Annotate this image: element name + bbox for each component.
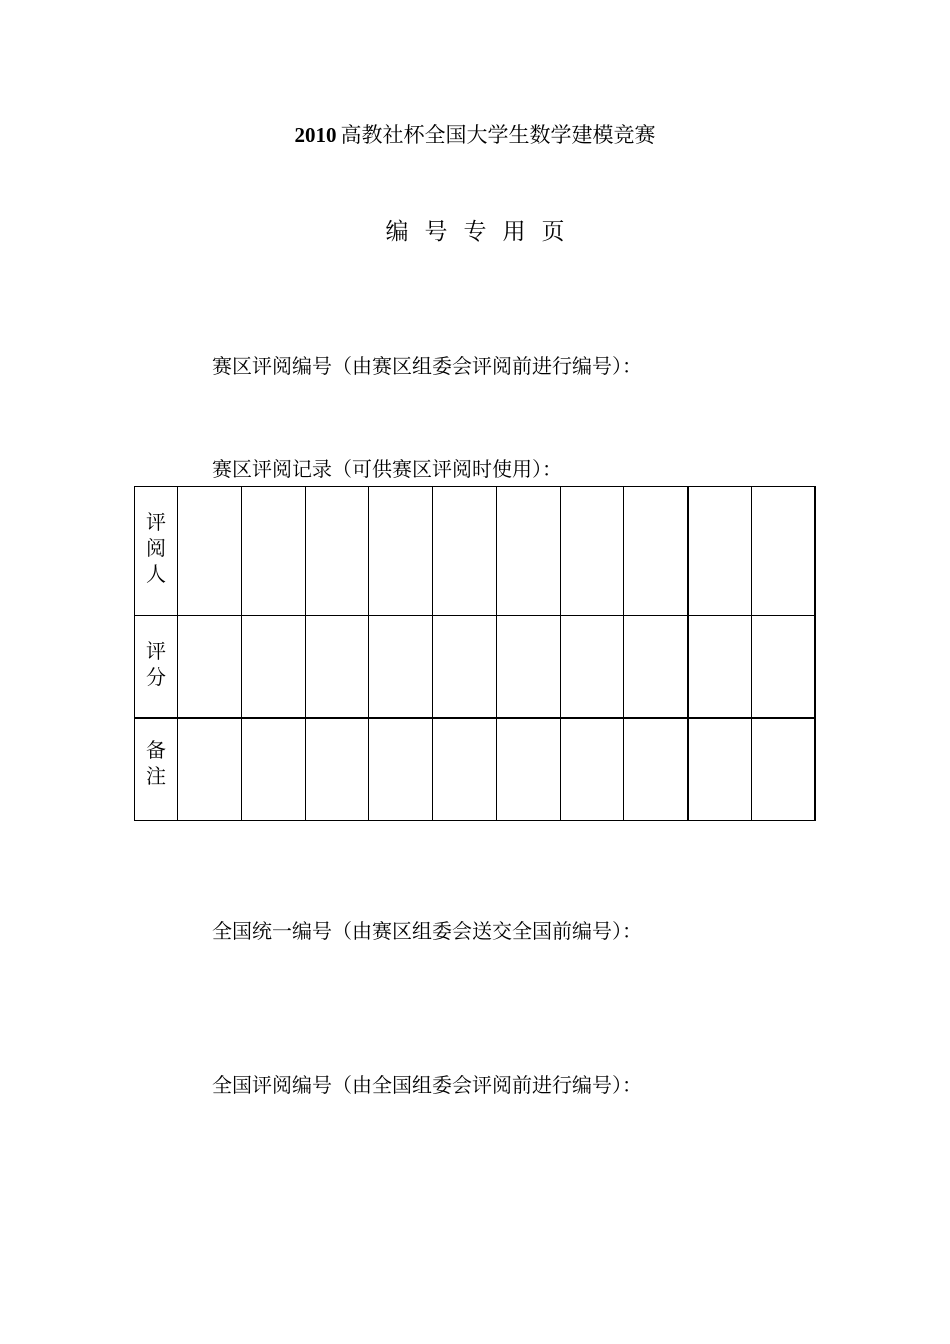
table-cell[interactable] [305,616,369,719]
title-text: 高教社杯全国大学生数学建模竞赛 [340,123,656,147]
table-cell[interactable] [624,487,688,616]
review-record-table [134,486,816,821]
table-cell[interactable] [496,487,560,616]
regional-review-number-label: 赛区评阅编号（由赛区组委会评阅前进行编号）： [212,354,642,378]
row-label-reviewer: 评阅人 [135,487,178,616]
table-cell[interactable] [241,487,305,616]
title-year: 2010 [294,123,337,147]
table-cell[interactable] [624,718,688,821]
table-cell[interactable] [751,487,815,616]
table-cell[interactable] [560,718,624,821]
national-unified-number-label: 全国统一编号（由赛区组委会送交全国前编号）： [212,919,642,943]
table-cell[interactable] [496,616,560,719]
table-cell[interactable] [433,616,497,719]
table-cell[interactable] [369,487,433,616]
table-cell[interactable] [369,718,433,821]
table-cell[interactable] [305,487,369,616]
table-cell[interactable] [688,616,752,719]
table-cell[interactable] [751,718,815,821]
table-cell[interactable] [178,718,242,821]
table-cell[interactable] [305,718,369,821]
row-label-remarks: 备注 [135,718,178,821]
table-cell[interactable] [178,487,242,616]
table-cell[interactable] [241,718,305,821]
table-row-score [135,616,816,719]
table-cell[interactable] [624,616,688,719]
table-cell[interactable] [751,616,815,719]
table-cell[interactable] [433,487,497,616]
table-cell[interactable] [241,616,305,719]
table-cell[interactable] [178,616,242,719]
table-cell[interactable] [688,487,752,616]
table-row-reviewer [135,487,816,616]
national-review-number-label: 全国评阅编号（由全国组委会评阅前进行编号）： [212,1073,642,1097]
row-label-score: 评分 [135,616,178,719]
page-title [0,120,950,150]
regional-review-record-label: 赛区评阅记录（可供赛区评阅时使用）： [212,457,562,481]
table-cell[interactable] [496,718,560,821]
table-row-remarks [135,718,816,821]
page-subtitle: 编号专用页 [385,219,581,245]
table-cell[interactable] [369,616,433,719]
table-cell[interactable] [560,487,624,616]
table-cell[interactable] [560,616,624,719]
table-cell[interactable] [433,718,497,821]
table-cell[interactable] [688,718,752,821]
